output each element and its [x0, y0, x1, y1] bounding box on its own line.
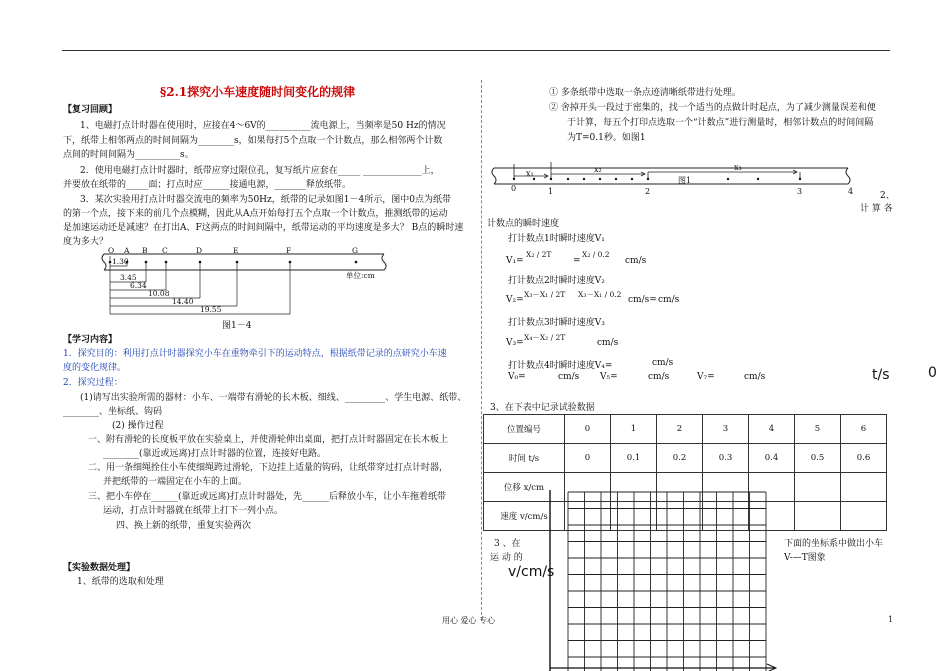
fig14-label-e: E	[233, 246, 239, 255]
calc-v1-equals: =	[573, 256, 581, 266]
fig1-dot	[533, 178, 535, 180]
table-cell: 0.3	[703, 444, 749, 473]
review-q3-line4: 度为多大？	[63, 237, 109, 247]
figure-1	[488, 158, 858, 202]
calc-v5-unit: cm/s	[648, 372, 670, 382]
table-header: 2	[657, 415, 703, 444]
table-cell: 时间 t/s	[484, 444, 565, 473]
table-cell: 速度 v/cm/s	[484, 502, 565, 531]
review-q3-line3: 是加速运动还是减速？在打出A、F这两点的时间间隔中，纸带运动的平均速度是多大？ B点的瞬时速	[63, 223, 464, 233]
table-cell: 0.4	[749, 444, 795, 473]
table-cell: 0	[565, 444, 611, 473]
fig1-dot	[567, 178, 569, 180]
data-proc-heading: 【实验数据处理】	[63, 563, 136, 573]
axis-v-label: v/cm/s	[508, 564, 555, 580]
fig1-dot	[599, 178, 601, 180]
fig14-unit: 单位:cm	[346, 271, 375, 280]
learn-step3-line2: 运动，打点计时器就在纸带上打下一列小点。	[103, 506, 284, 516]
learn-step2-line2: 并把纸带的一端固定在小车的上面。	[103, 477, 248, 487]
fig14-label-a: A	[124, 246, 130, 255]
fig1-tick-2: 2	[645, 187, 651, 196]
table-header: 4	[749, 415, 795, 444]
learn-step1-line2: ________(靠近或远离)打点计时器的位置，连接好电路。	[103, 449, 327, 459]
table-cell[interactable]	[841, 473, 887, 502]
axis-zero-label: 0	[928, 365, 937, 381]
fig1-tick-0: 0	[511, 184, 517, 193]
calc-v7-unit: cm/s	[744, 372, 766, 382]
table-header: 3	[703, 415, 749, 444]
calc-v3: V₃=	[506, 338, 524, 348]
column-divider	[481, 80, 482, 620]
table-cell[interactable]	[795, 473, 841, 502]
calc-p4: 打计数点4时瞬时速度V₄=	[508, 361, 613, 371]
calc-v2: V₂=	[506, 295, 524, 305]
table-header: 6	[841, 415, 887, 444]
fig1-dot	[513, 178, 515, 180]
learn-step2-line1: 二、用一条细绳拴住小车使细绳跨过滑轮，下边挂上适量的钩码，让纸带穿过打点计时器，	[88, 463, 449, 473]
fig14-label-d: D	[196, 246, 203, 255]
calc-v1-unit: cm/s	[625, 256, 647, 266]
fig1-dot	[615, 178, 617, 180]
table-header: 0	[565, 415, 611, 444]
fig14-label-o: O	[108, 246, 115, 255]
calc-v3-unit: cm/s	[597, 338, 619, 348]
review-q1-line2: 下，纸带上相邻两点的时间间隔为________s，如果每打5个点取一个计数点，那么相邻两个计数	[63, 136, 443, 146]
plot-line1b: 下面的坐标系中做出小车	[784, 539, 884, 549]
review-q2-line2: 并要放在纸带的_____面；打点时应______接通电源，_______释放纸带。	[63, 180, 352, 190]
fig14-dot	[355, 261, 358, 264]
table-cell: 0.5	[795, 444, 841, 473]
fig1-caption: 图1	[678, 176, 692, 185]
footer-center: 用心 爱心 专心	[442, 616, 496, 625]
right-item2-line3: 为T=0.1秒。如图1	[567, 133, 646, 143]
fig1-dot	[727, 178, 729, 180]
learn-step1-line1: 一、附有滑轮的长度板平放在实验桌上，并使滑轮伸出桌面，把打点计时器固定在长木板上	[88, 435, 449, 445]
calc-intro: 计数点的瞬时速度	[487, 219, 560, 229]
learn-p1-line2: ________、坐标纸、钩码	[63, 407, 163, 417]
calc-v1-fraction2: X₂ / 0.2	[582, 250, 610, 259]
axis-t-label: t/s	[872, 367, 890, 383]
fig1-label-x1: x₁	[526, 169, 534, 178]
table-header: 位置编号	[484, 415, 565, 444]
plot-line2a: 运 动 的	[490, 553, 523, 563]
fig14-dist-4: 10.08	[148, 289, 170, 298]
review-q2-line1: 2．使用电磁打点计时器时，纸带应穿过限位孔，复写纸片应套在_____ _____________上，	[80, 166, 440, 176]
fig14-label-c: C	[162, 246, 168, 255]
calc-v2-unit2: cm/s	[658, 295, 680, 305]
fig14-caption: 图1－4	[222, 321, 252, 331]
calc-p2: 打计数点2时瞬时速度V₂	[508, 276, 605, 286]
calc-v0-unit: cm/s	[558, 372, 580, 382]
fig14-label-b: B	[142, 246, 148, 255]
table-header: 1	[611, 415, 657, 444]
right-item1: ① 多条纸带中选取一条点迹清晰纸带进行处理。	[549, 88, 741, 98]
review-q3-line1: 3．某次实验用打点计时器交流电的频率为50Hz，纸带的记录如图1－4所示，图中0点为纸带	[80, 195, 451, 205]
calc-p1: 打计数点1时瞬时速度V₁	[508, 234, 605, 244]
fig1-dot	[583, 178, 585, 180]
table-header: 5	[795, 415, 841, 444]
footer-page-number: 1	[888, 615, 894, 624]
calc-v2-fraction2: X₃－X₁ / 0.2	[578, 290, 622, 299]
review-heading: 【复习回顾】	[63, 105, 118, 115]
learn-heading: 【学习内容】	[63, 335, 118, 345]
calc-v1: V₁=	[506, 256, 524, 266]
fig1-dot	[799, 178, 801, 180]
fig14-dist-2: 3.45	[120, 273, 137, 282]
calc-v5: V₅=	[600, 372, 618, 382]
fig1-tick-3: 3	[797, 187, 803, 196]
calc-v2-unit: cm/s=	[628, 295, 657, 305]
fig1-dot	[757, 178, 759, 180]
review-q1-line3: 点间的时间间隔为__________s。	[63, 150, 194, 160]
table-cell[interactable]	[795, 502, 841, 531]
table-row	[484, 415, 887, 444]
fig14-dist-5: 14.40	[172, 297, 194, 306]
table-cell: 0.2	[657, 444, 703, 473]
fig1-dot	[631, 178, 633, 180]
data-proc-item1: 1、纸带的选取和处理	[77, 577, 164, 587]
table-cell: 位移 x/cm	[484, 473, 565, 502]
right-item2-line1: ② 舍掉开头一段过于密集的，找一个适当的点做计时起点，为了减少测量误差和便	[549, 103, 876, 113]
calc-p3: 打计数点3时瞬时速度V₃	[508, 318, 605, 328]
learn-p2: (2) 操作过程	[112, 421, 164, 431]
review-q3-line2: 的第一个点，接下来的前几个点模糊，因此从A点开始每打五个点取一个计数点，推测纸带的运动	[63, 209, 448, 219]
learn-step3-line1: 三、把小车停在______(靠近或远离)打点计时器处，先______后释放小车，让小车拖着纸带	[88, 492, 447, 502]
calc-side-calc: 计 算 各	[860, 204, 893, 214]
plot-line1a: 3 、在	[494, 539, 521, 549]
fig14-dist-3: 6.34	[130, 281, 147, 290]
fig14-label-g: G	[352, 246, 358, 255]
calc-side-2: 2、	[880, 191, 895, 201]
fig14-dist-6: 19.55	[200, 305, 222, 314]
calc-v2-fraction: X₃－X₁ / 2T	[524, 290, 566, 299]
calc-v1-fraction: X₂ / 2T	[526, 250, 552, 259]
fig14-label-f: F	[286, 246, 292, 255]
plot-line2b: V-—T图象	[784, 553, 826, 563]
review-q1-line1: 1、电磁打点计时器在使用时，应接在4～6V的__________流电源上，当频率是50 Hz的情况	[80, 121, 446, 131]
fig14-dist-1: 1.30	[112, 257, 129, 266]
page-title: §2.1探究小车速度随时间变化的规律	[160, 85, 356, 99]
coordinate-grid[interactable]	[540, 490, 780, 671]
fig1-dot	[550, 178, 552, 180]
fig1-dot	[647, 178, 649, 180]
calc-v3-fraction: X₄－X₂ / 2T	[524, 333, 566, 342]
table-title: 3、在下表中记录试验数据	[490, 403, 595, 413]
fig1-tick-1: 1	[548, 187, 554, 196]
learn-process: 2．探究过程：	[63, 378, 123, 388]
calc-v0: V₀=	[508, 372, 526, 382]
table-cell[interactable]	[841, 502, 887, 531]
learn-goal-line2: 度的变化规律。	[63, 363, 127, 373]
learn-goal-line1: 1．探究目的：利用打点计时器探究小车在重物牵引下的运动特点，根据纸带记录的点研究小车速	[63, 349, 447, 359]
right-item2-line2: 于计算，每五个打印点选取一个“计数点”进行测量时，相邻计数点的时间间隔	[567, 118, 874, 128]
figure-1-4	[96, 244, 396, 318]
table-cell: 0.6	[841, 444, 887, 473]
learn-p1-line1: (1)请写出实验所需的器材：小车、一端带有滑轮的长木板、细线、_________、学生电源、纸带、	[80, 393, 467, 403]
calc-v7: V₇=	[697, 372, 715, 382]
table-cell: 0.1	[611, 444, 657, 473]
calc-p4-unit: cm/s	[652, 358, 674, 368]
fig1-label-x2: x₂	[594, 165, 602, 174]
learn-step4: 四、换上新的纸带，重复实验两次	[116, 521, 252, 531]
fig1-label-x3: x₃	[734, 163, 742, 172]
fig1-tick-4: 4	[848, 187, 854, 196]
header-rule	[62, 50, 890, 51]
table-row	[484, 444, 887, 473]
